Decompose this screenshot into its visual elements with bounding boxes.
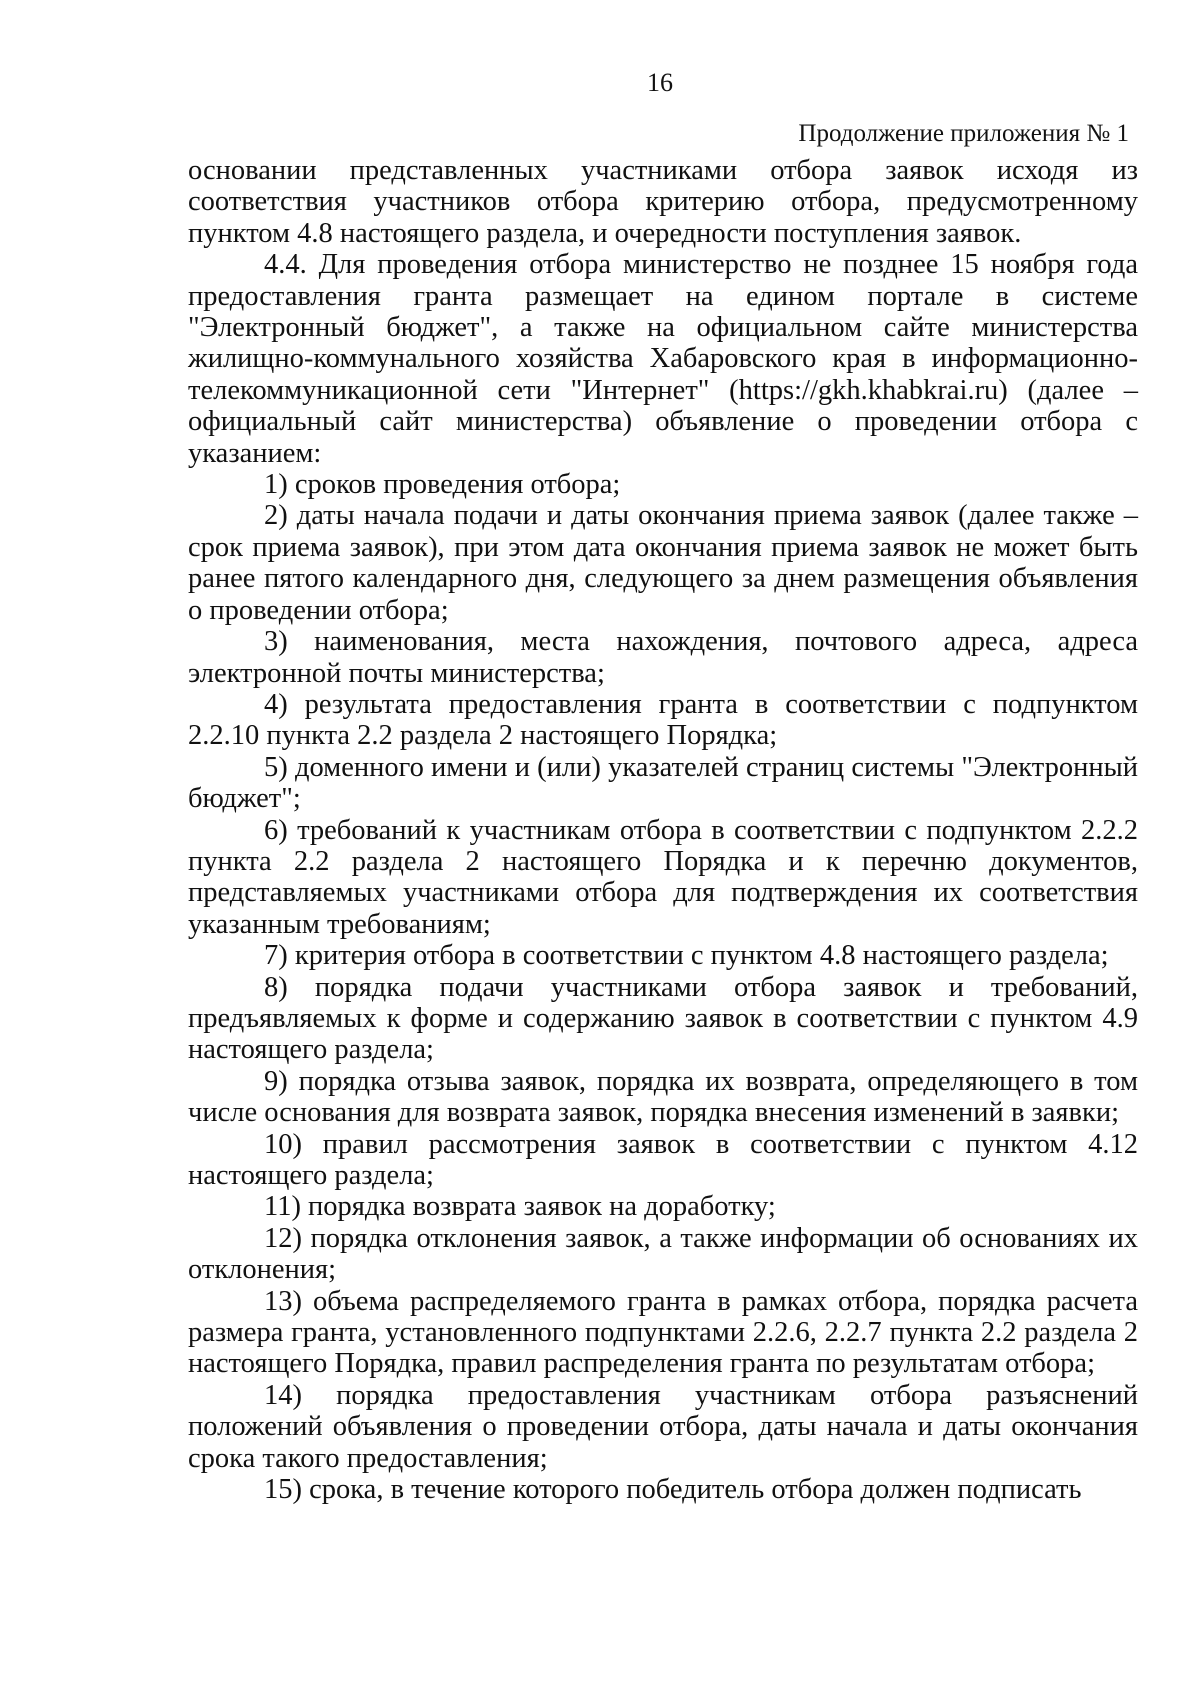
list-item: 8) порядка подачи участниками отбора заявок и требований, предъявляемых к форме и содержанию заявок в соответствии с пунктом 4.9 настоящего раздела; [188, 971, 1138, 1066]
page-number: 16 [647, 68, 673, 97]
document-body [188, 155, 1138, 1505]
list-item: 11) порядка возврата заявок на доработку; [264, 1191, 776, 1223]
list-item: 7) критерия отбора в соответствии с пунктом 4.8 настоящего раздела; [264, 940, 1109, 972]
list-item: 9) порядка отзыва заявок, порядка их возврата, определяющего в том числе основания для возврата заявок, порядка внесения изменений в заявки; [188, 1065, 1138, 1129]
list-item: 2) даты начала подачи и даты окончания приема заявок (далее также – срок приема заявок), при этом дата окончания приема заявок не может быть ранее пятого календарного дня, следующего за днем размещения объявления о проведении отбора; [188, 500, 1138, 626]
list-item: 5) доменного имени и (или) указателей страниц системы "Электронный бюджет"; [188, 751, 1138, 815]
list-item: 6) требований к участникам отбора в соответствии с подпунктом 2.2.2 пункта 2.2 раздела 2 настоящего Порядка и к перечню документов, представляемых участниками отбора для подтверждения их соответствия указанным требованиям; [188, 814, 1138, 940]
list-item: 14) порядка предоставления участникам отбора разъяснений положений объявления о проведении отбора, даты начала и даты окончания срока такого предоставления; [188, 1379, 1138, 1474]
list-item: 15) срока, в течение которого победитель отбора должен подписать [264, 1474, 1082, 1506]
paragraph: 4.4. Для проведения отбора министерство не позднее 15 ноября года предоставления гранта размещает на едином портале в системе "Электронный бюджет", а также на официальном сайте министерства жилищно-коммунального хозяйства Хабаровского края в информационно-телекоммуникационной сети "Интернет" (https://gkh.khabkrai.ru) (далее – официальный сайт министерства) объявление о проведении отбора с указанием: [188, 249, 1138, 469]
list-item: 13) объема распределяемого гранта в рамках отбора, порядка расчета размера гранта, установленного подпунктами 2.2.6, 2.2.7 пункта 2.2 раздела 2 настоящего Порядка, правил распределения гранта по результатам отбора; [188, 1285, 1138, 1380]
list-item: 1) сроков проведения отбора; [264, 469, 621, 501]
list-item: 4) результата предоставления гранта в соответствии с подпунктом 2.2.10 пункта 2.2 раздела 2 настоящего Порядка; [188, 688, 1138, 752]
list-item: 12) порядка отклонения заявок, а также информации об основаниях их отклонения; [188, 1222, 1138, 1286]
list-item: 10) правил рассмотрения заявок в соответствии с пунктом 4.12 настоящего раздела; [188, 1128, 1138, 1191]
list-item: 3) наименования, места нахождения, почтового адреса, адреса электронной почты министерства; [188, 626, 1138, 689]
running-head: Продолжение приложения № 1 [798, 120, 1129, 147]
paragraph: основании представленных участниками отбора заявок исходя из соответствия участников отбора критерию отбора, предусмотренному пунктом 4.8 настоящего раздела, и очередности поступления заявок. [188, 155, 1138, 249]
